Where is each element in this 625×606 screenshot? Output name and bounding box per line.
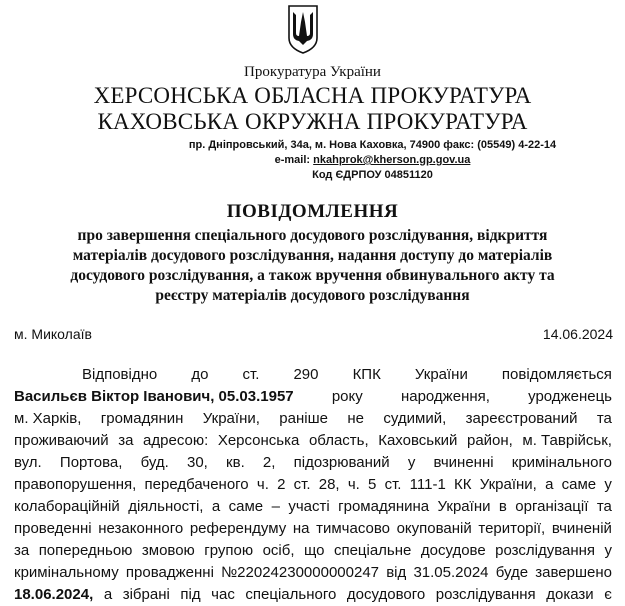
body-word: за <box>14 542 30 559</box>
body-word: за <box>118 432 134 449</box>
body-word: 111-1 <box>409 476 446 493</box>
body-word: саме <box>561 476 597 493</box>
body-word: ст. <box>293 476 311 493</box>
body-word: КК <box>454 476 472 493</box>
body-line <box>14 430 612 452</box>
subtitle-line: досудового розслідування, а також вручення обвинувального акту та <box>70 267 555 284</box>
body-line <box>14 386 612 408</box>
body-word: 2 <box>277 476 286 493</box>
body-word: 2, <box>262 454 276 471</box>
body-word: КПК <box>352 366 381 383</box>
body-word: на <box>292 520 310 537</box>
body-line <box>14 584 612 606</box>
body-word: саме <box>228 498 264 515</box>
email-link[interactable]: nkahprok@kherson.gp.gov.ua <box>313 154 471 166</box>
body-word: України <box>414 366 468 383</box>
body-word: групою <box>204 542 254 559</box>
body-word: що <box>303 542 325 559</box>
body-word: 290 <box>293 366 319 383</box>
body-word: м. Таврійськ, <box>522 432 612 449</box>
body-word: ст. <box>384 476 402 493</box>
regional-office-title: ХЕРСОНСЬКА ОБЛАСНА ПРОКУРАТУРА <box>93 83 532 108</box>
body-word: від <box>386 564 407 581</box>
body-line <box>14 518 612 540</box>
body-word: район, <box>466 432 513 449</box>
body-word: час <box>211 586 235 603</box>
body-word: є <box>604 586 612 603</box>
email-label: e-mail: <box>274 154 311 166</box>
document-title: ПОВІДОМЛЕННЯ <box>226 201 399 222</box>
body-word: 31.05.2024 <box>413 564 489 581</box>
body-word: року <box>331 388 363 405</box>
body-word: кримінальному <box>14 564 119 581</box>
edrpou-code: Код ЄДРПОУ 04851120 <box>312 169 433 181</box>
district-office-title: КАХОВСЬКА ОКРУЖНА ПРОКУРАТУРА <box>97 109 528 134</box>
subtitle-line: реєстру матеріалів досудового розслідування <box>155 287 470 304</box>
body-word: Каховський <box>378 432 458 449</box>
body-word: – <box>271 498 280 515</box>
body-word: №22024230000000247 <box>221 564 380 581</box>
body-word: адресою: <box>143 432 209 449</box>
body-word: 28, <box>318 476 340 493</box>
body-word: провадженні <box>125 564 214 581</box>
body-word: повідомляється <box>501 366 612 383</box>
body-word: спеціальне <box>333 542 412 559</box>
body-word: область, <box>308 432 369 449</box>
body-word: попередньою <box>38 542 133 559</box>
body-word: та <box>596 498 612 515</box>
body-word: уродженець <box>528 388 612 405</box>
body-word: зібрані <box>122 586 170 603</box>
body-word: осіб, <box>262 542 295 559</box>
body-word: організації <box>515 498 589 515</box>
document-body <box>14 364 612 606</box>
body-word: кв. <box>226 454 245 471</box>
body-word: громадянина <box>338 498 430 515</box>
body-word: у <box>604 476 612 493</box>
body-word: тимчасово <box>316 520 390 537</box>
body-word: Херсонська <box>217 432 300 449</box>
body-word: проживаючий <box>14 432 109 449</box>
body-word: ч. <box>256 476 269 493</box>
body-word: окупованій <box>396 520 472 537</box>
body-word: розслідування <box>435 586 536 603</box>
body-line <box>14 364 612 386</box>
body-word: буде <box>495 564 529 581</box>
body-word: вул. <box>14 454 42 471</box>
body-word: 5 <box>368 476 377 493</box>
body-word: а <box>103 586 113 603</box>
body-word: незаконного <box>98 520 184 537</box>
body-word: досудового <box>346 586 426 603</box>
body-word: вчиненні <box>433 454 494 471</box>
body-word: досудове <box>420 542 486 559</box>
body-word: до <box>191 366 209 383</box>
prosecutor-office-label: Прокуратура України <box>244 64 381 80</box>
body-word: та <box>596 410 612 427</box>
body-line <box>14 562 612 584</box>
body-word: під <box>180 586 201 603</box>
body-word: ст. <box>242 366 260 383</box>
body-word: раніше <box>279 410 328 427</box>
body-word: у <box>407 454 416 471</box>
body-word: України <box>437 498 491 515</box>
body-word: у <box>604 542 612 559</box>
body-word: України, <box>479 476 537 493</box>
body-word: зареєстрований <box>465 410 578 427</box>
body-word: народження, <box>400 388 490 405</box>
body-word: м. Харків, <box>14 410 82 427</box>
subtitle-line: матеріалів досудового розслідування, надання доступу до матеріалів <box>72 247 553 264</box>
body-word: Портова, <box>59 454 123 471</box>
body-word: проведенні <box>14 520 92 537</box>
body-word: колабораційній <box>14 498 120 515</box>
body-word: кримінального <box>511 454 612 471</box>
body-word: докази <box>546 586 594 603</box>
subtitle-line: про завершення спеціального досудового розслідування, відкриття <box>77 227 548 244</box>
body-word: буд. <box>140 454 169 471</box>
body-line <box>14 452 612 474</box>
body-word: судимий, <box>383 410 447 427</box>
document-subtitle <box>20 226 605 306</box>
body-word: громадянин <box>100 410 184 427</box>
body-word: спеціального <box>245 586 337 603</box>
body-word: завершено <box>535 564 612 581</box>
body-word: змовою <box>141 542 195 559</box>
document-date: 14.06.2024 <box>542 326 613 342</box>
body-word: України, <box>202 410 260 427</box>
body-line <box>14 408 612 430</box>
body-word: не <box>347 410 365 427</box>
office-address: пр. Дніпровський, 34а, м. Нова Каховка, 74900 факс: (05549) 4-22-14 <box>188 139 557 151</box>
body-word: вчиненій <box>551 520 612 537</box>
body-line <box>14 540 612 562</box>
body-word: Відповідно <box>82 366 158 383</box>
body-word: правопорушення, <box>14 476 137 493</box>
trident-emblem-icon <box>287 4 319 54</box>
body-word: передбаченого <box>144 476 249 493</box>
body-word: а <box>211 498 221 515</box>
body-line <box>14 474 612 496</box>
body-word: ч. <box>347 476 360 493</box>
office-email-line <box>60 154 625 166</box>
body-word: в <box>498 498 507 515</box>
body-word: 30, <box>186 454 208 471</box>
body-word: а <box>545 476 554 493</box>
suspect-name-birthdate: Васильєв Віктор Іванович, 05.03.1957 <box>14 388 294 405</box>
body-line <box>14 496 612 518</box>
body-word: референдуму <box>189 520 287 537</box>
body-word: підозрюваний <box>293 454 390 471</box>
body-word: діяльності, <box>128 498 204 515</box>
body-word: участі <box>288 498 330 515</box>
body-word: території, <box>478 520 546 537</box>
document-place: м. Миколаїв <box>14 326 92 342</box>
body-word: розслідування <box>495 542 596 559</box>
completion-date: 18.06.2024, <box>14 586 94 603</box>
